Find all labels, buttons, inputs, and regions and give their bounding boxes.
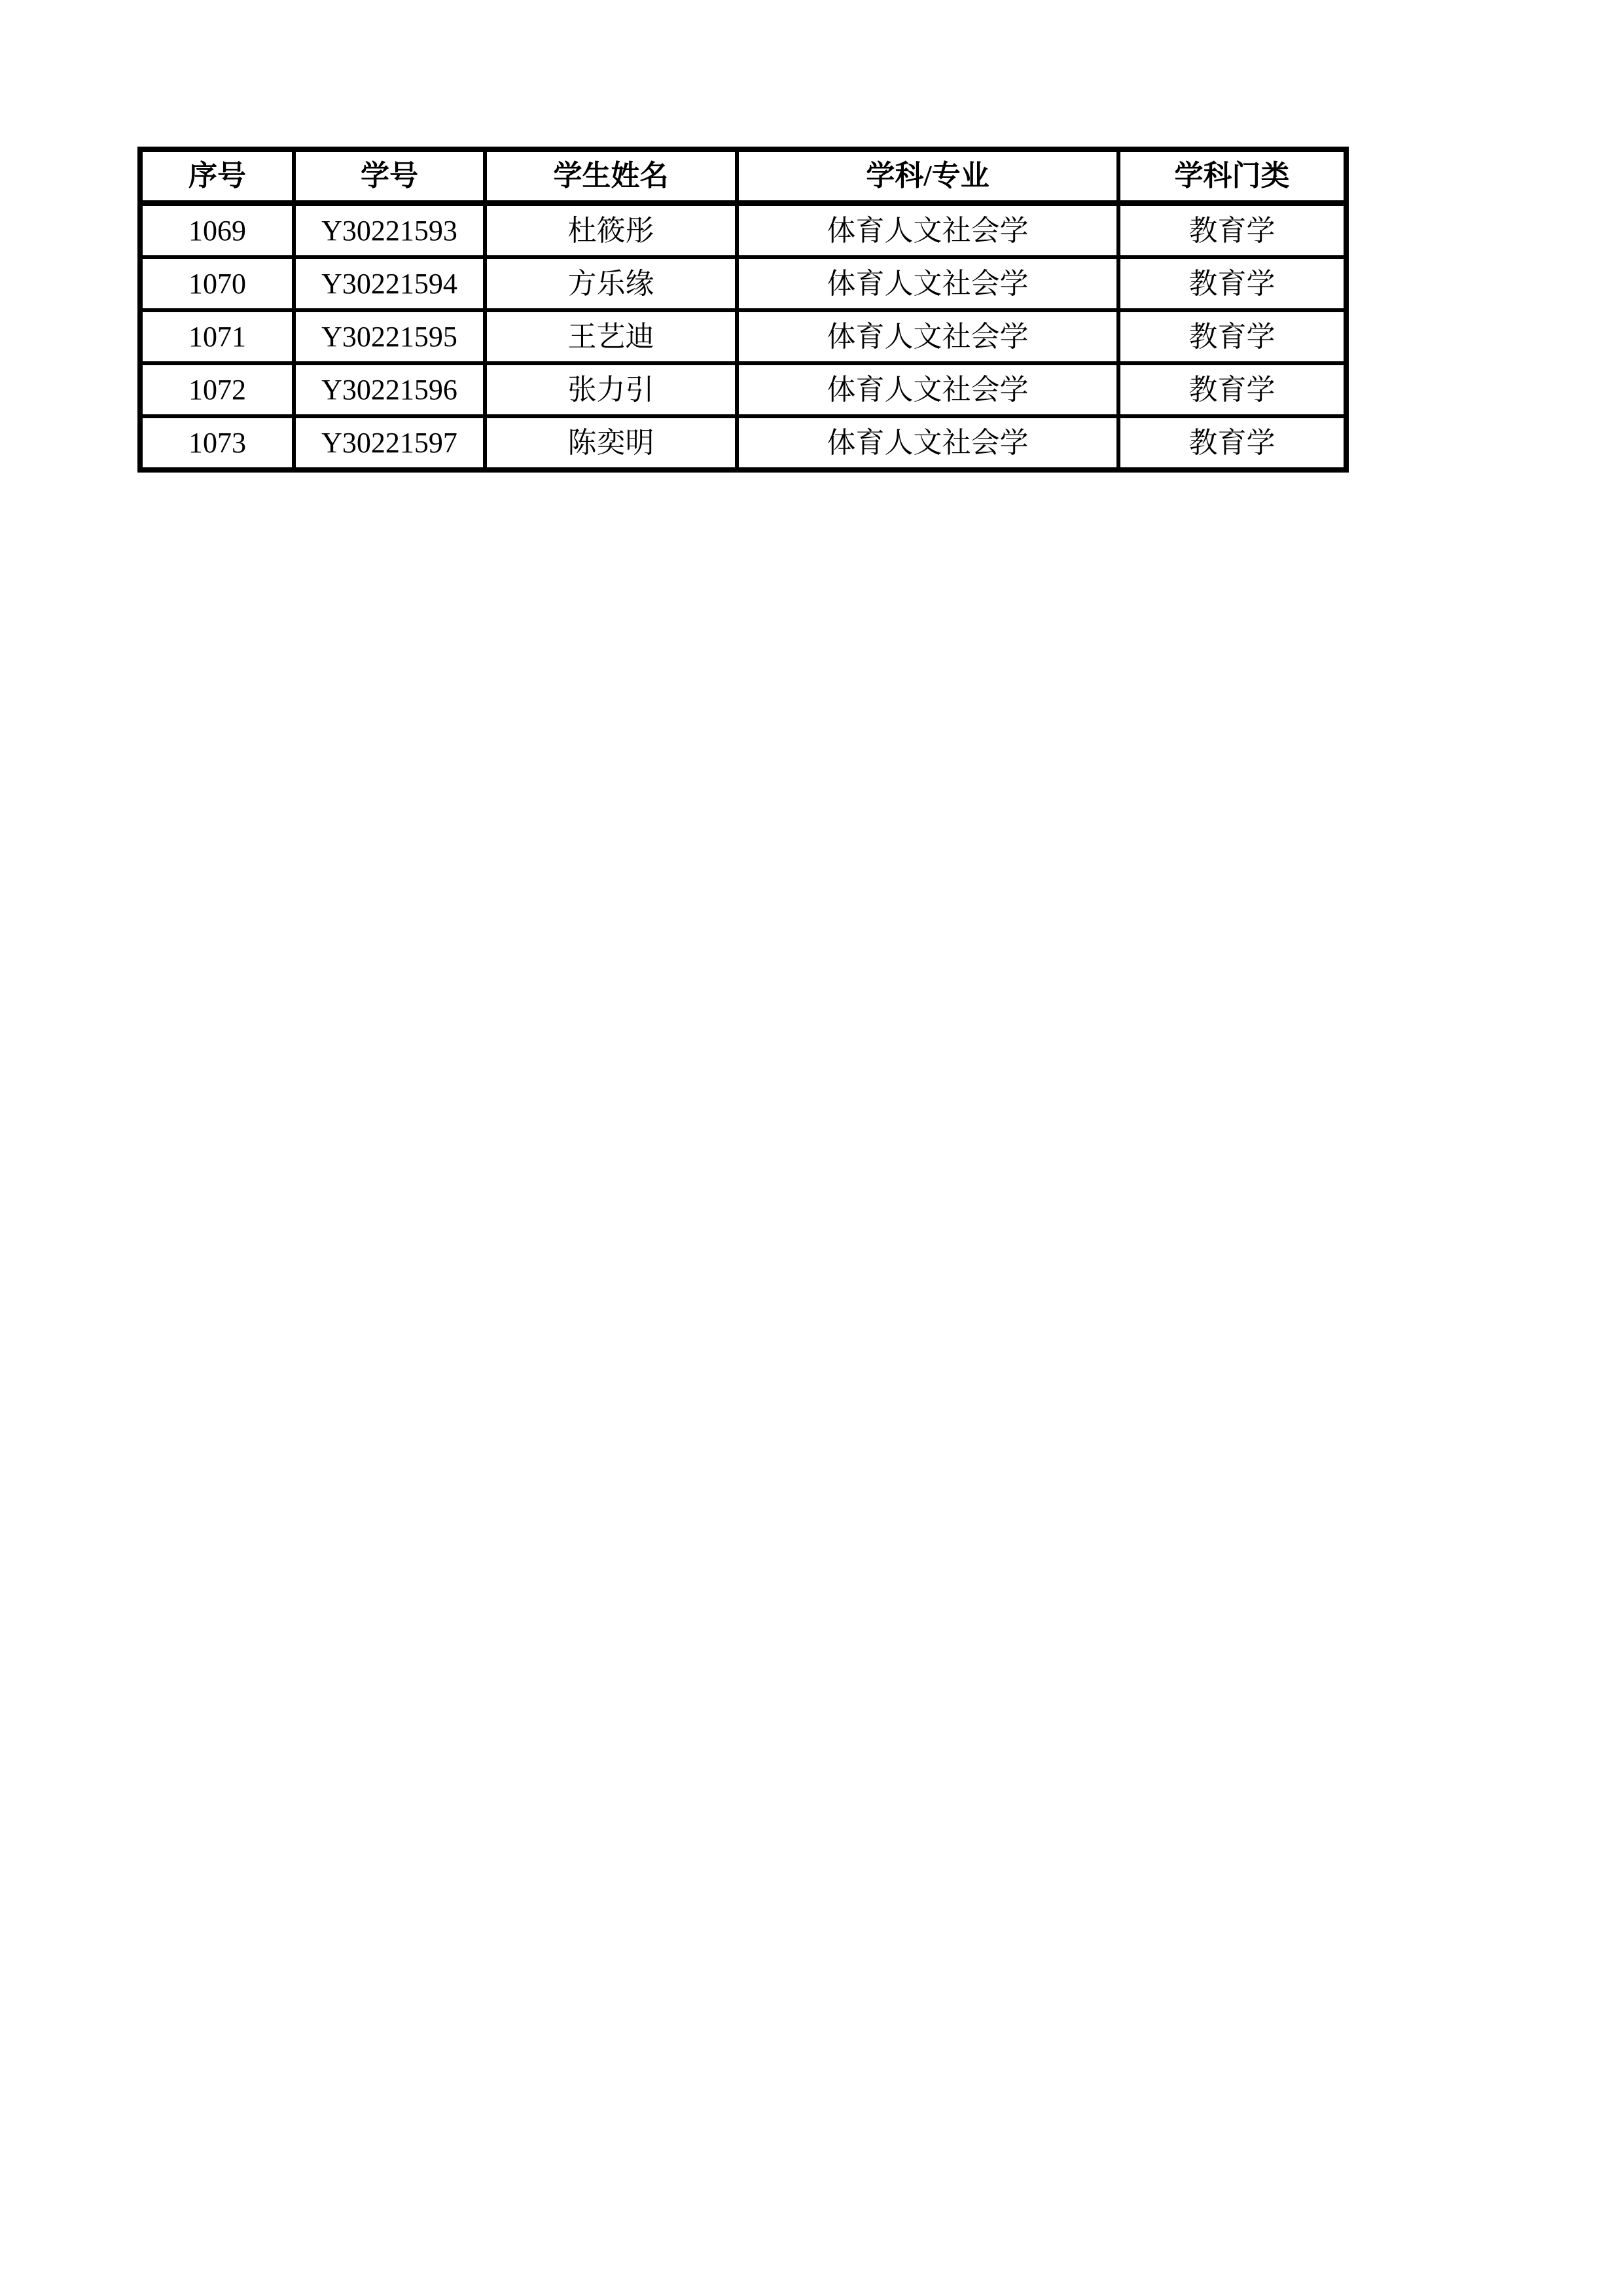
cell-id: Y30221595	[294, 310, 485, 363]
column-header-no: 序号	[140, 149, 294, 204]
cell-name: 张力引	[485, 363, 737, 416]
cell-major: 体育人文社会学	[737, 310, 1118, 363]
cell-name: 方乐缘	[485, 257, 737, 310]
cell-category: 教育学	[1118, 363, 1346, 416]
column-header-name: 学生姓名	[485, 149, 737, 204]
cell-category: 教育学	[1118, 310, 1346, 363]
cell-name: 王艺迪	[485, 310, 737, 363]
cell-no: 1072	[140, 363, 294, 416]
cell-no: 1070	[140, 257, 294, 310]
cell-no: 1069	[140, 204, 294, 258]
cell-id: Y30221593	[294, 204, 485, 258]
cell-name: 陈奕明	[485, 416, 737, 470]
cell-major: 体育人文社会学	[737, 204, 1118, 258]
cell-name: 杜筱彤	[485, 204, 737, 258]
cell-major: 体育人文社会学	[737, 363, 1118, 416]
cell-category: 教育学	[1118, 416, 1346, 470]
column-header-major: 学科/专业	[737, 149, 1118, 204]
cell-no: 1073	[140, 416, 294, 470]
column-header-id: 学号	[294, 149, 485, 204]
cell-category: 教育学	[1118, 204, 1346, 258]
cell-major: 体育人文社会学	[737, 416, 1118, 470]
column-header-category: 学科门类	[1118, 149, 1346, 204]
table-row	[140, 257, 1346, 310]
table-row	[140, 204, 1346, 258]
cell-id: Y30221596	[294, 363, 485, 416]
cell-id: Y30221597	[294, 416, 485, 470]
cell-id: Y30221594	[294, 257, 485, 310]
student-table	[137, 147, 1349, 473]
table-row	[140, 310, 1346, 363]
cell-no: 1071	[140, 310, 294, 363]
table-row	[140, 416, 1346, 470]
table-row	[140, 363, 1346, 416]
table-header-row	[140, 149, 1346, 204]
cell-major: 体育人文社会学	[737, 257, 1118, 310]
cell-category: 教育学	[1118, 257, 1346, 310]
